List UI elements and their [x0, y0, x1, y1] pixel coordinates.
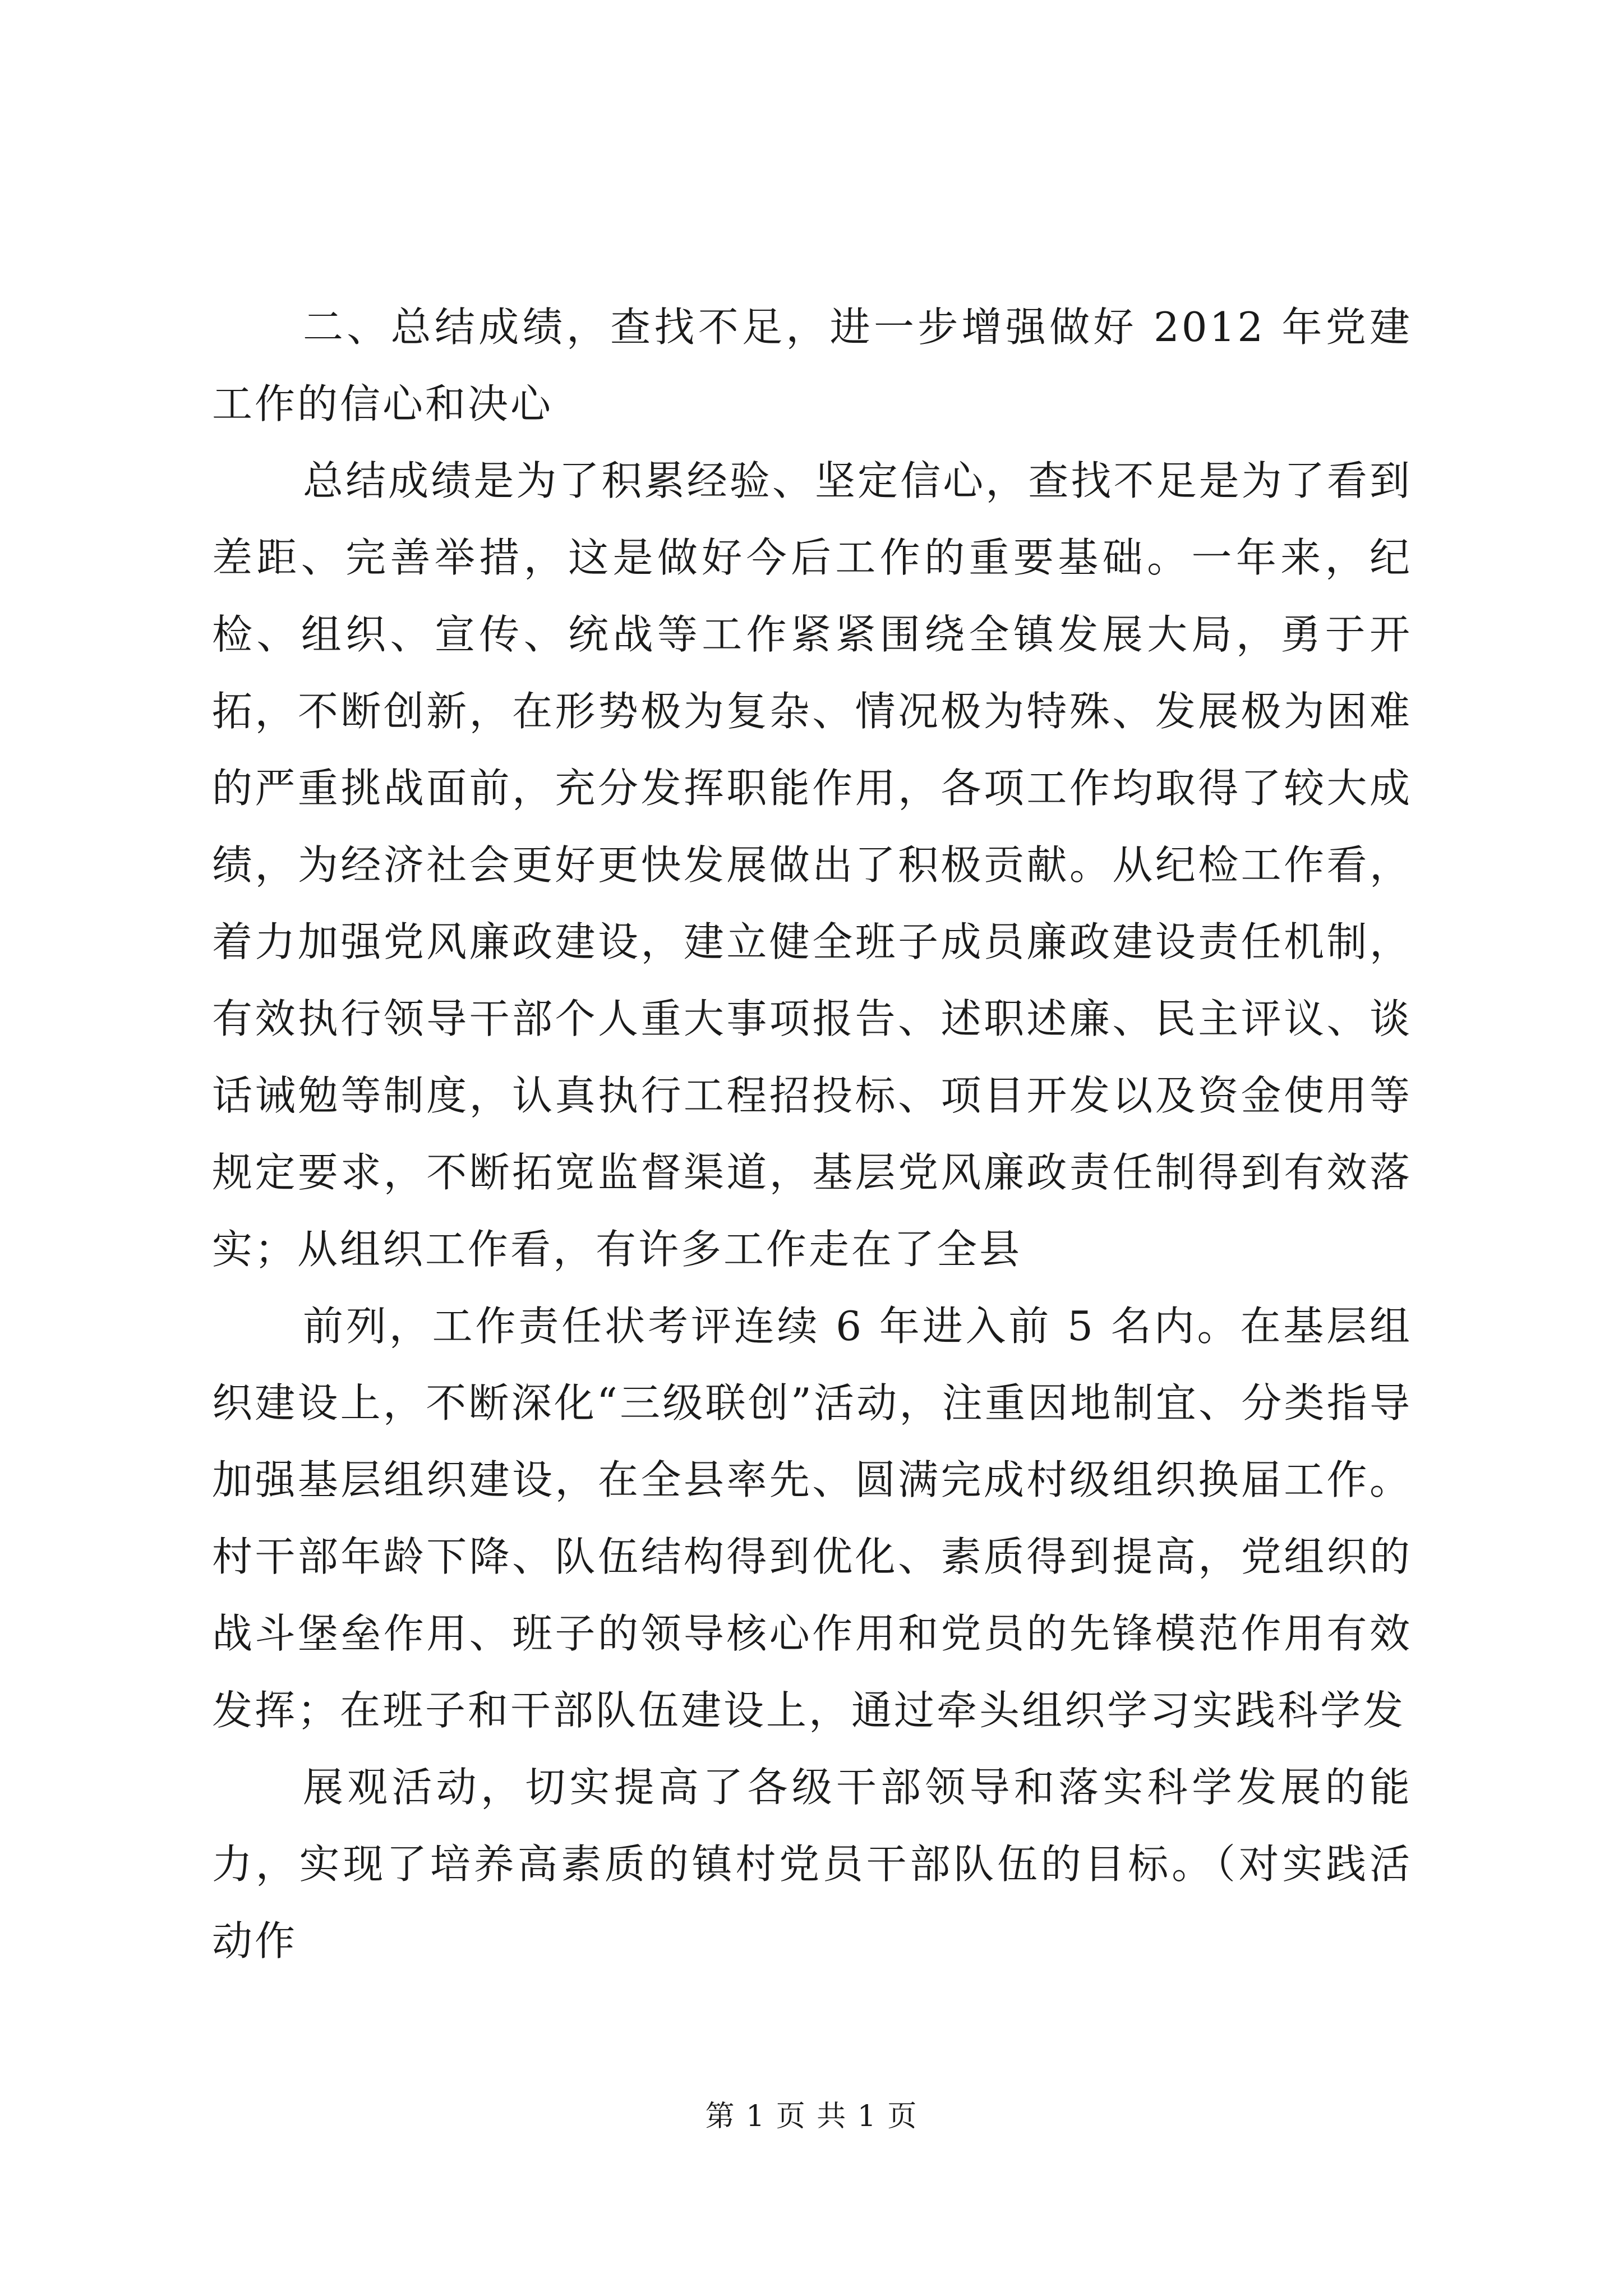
paragraph-summary: 总结成绩是为了积累经验、坚定信心，查找不足是为了看到差距、完善举措，这是做好今后工作的重要基础。一年来，纪检、组织、宣传、统战等工作紧紧围绕全镇发展大局，勇于开拓，不断创新，在形势极为复杂、情况极为特殊、发展极为困难的严重挑战面前，充分发挥职能作用，各项工作均取得了较大成绩，为经济社会更好更快发展做出了积极贡献。从纪检工作看，着力加强党风廉政建设，建立健全班子成员廉政建设责任机制，有效执行领导干部个人重大事项报告、述职述廉、民主评议、谈话诫勉等制度，认真执行工程招投标、项目开发以及资金使用等规定要求，不断拓宽监督渠道，基层党风廉政责任制得到有效落实；从组织工作看，有许多工作走在了全县: [212, 457, 1412, 1273]
section-heading: 二、总结成绩，查找不足，进一步增强做好 2012 年党建工作的信心和决心: [212, 303, 1412, 427]
page-number-footer: 第 1 页 共 1 页: [705, 2100, 918, 2133]
paragraph-practice: 展观活动，切实提高了各级干部领导和落实科学发展的能力，实现了培养高素质的镇村党员干部队伍的目标。（对实践活动作: [212, 1764, 1412, 1964]
document-body: [212, 289, 1412, 1980]
paragraph-organization: 前列，工作责任状考评连续 6 年进入前 5 名内。在基层组织建设上，不断深化“三级联创”活动，注重因地制宜、分类指导加强基层组织建设，在全县率先、圆满完成村级组织换届工作。村干部年龄下降、队伍结构得到优化、素质得到提高，党组织的战斗堡垒作用、班子的领导核心作用和党员的先锋模范作用有效发挥；在班子和干部队伍建设上，通过牵头组织学习实践科学发: [212, 1303, 1412, 1734]
